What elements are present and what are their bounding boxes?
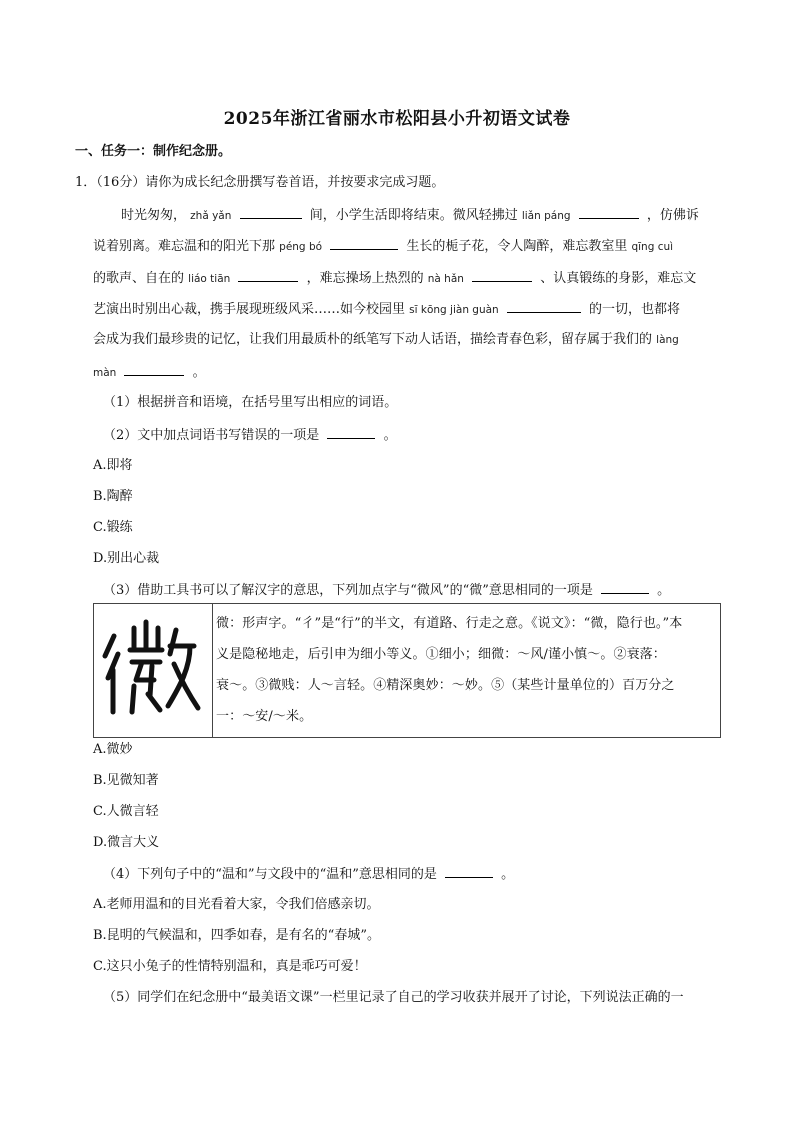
option-d[interactable]: D.别出心裁 bbox=[93, 551, 160, 566]
passage-text: ，难忘操场上热烈的 bbox=[306, 271, 424, 286]
answer-blank[interactable] bbox=[579, 206, 639, 219]
option-c[interactable]: C.这只小兔子的性情特别温和，真是乖巧可爱！ bbox=[93, 959, 367, 974]
option-a[interactable]: A.微妙 bbox=[93, 742, 133, 757]
passage-text: 的一切，也都将 bbox=[589, 302, 681, 317]
option-c[interactable]: C.锻练 bbox=[93, 520, 133, 535]
answer-blank[interactable] bbox=[472, 269, 532, 282]
pinyin-prompt: liǎn páng bbox=[521, 210, 571, 222]
option-b[interactable]: B.昆明的气候温和，四季如春，是有名的“春城”。 bbox=[93, 928, 380, 943]
passage-text: ，仿佛诉 bbox=[646, 208, 699, 223]
answer-blank[interactable] bbox=[327, 426, 375, 439]
passage-text: 。 bbox=[192, 365, 206, 380]
subquestion-2-text: （2）文中加点词语书写错误的一项是 bbox=[103, 428, 320, 443]
subquestion-4-text: （4）下列句子中的“温和”与文段中的“温和”意思相同的是 bbox=[103, 867, 437, 882]
passage-line-6 bbox=[93, 363, 206, 382]
seal-script-wei-icon bbox=[94, 604, 212, 733]
passage-text: 的歌声、自在的 bbox=[93, 271, 185, 286]
definition-line: 一：～安/～米。 bbox=[216, 709, 313, 724]
passage-text: 说着别离。难忘温和的阳光下那 bbox=[93, 239, 276, 254]
answer-blank[interactable] bbox=[445, 865, 493, 878]
passage-line-4 bbox=[93, 300, 680, 319]
pinyin-prompt: làng bbox=[656, 334, 679, 346]
passage-text: 时光匆匆， bbox=[121, 208, 187, 223]
subquestion-1: （1）根据拼音和语境，在括号里写出相应的词语。 bbox=[103, 395, 398, 410]
subquestion-2-end: 。 bbox=[383, 428, 397, 443]
definition-line: 衰～。③微贱：人～言轻。④精深奥妙：～妙。⑤（某些计量单位的）百万分之 bbox=[216, 678, 675, 693]
subquestion-3-end: 。 bbox=[657, 583, 671, 598]
pinyin-prompt: qīng cuì bbox=[631, 241, 674, 253]
question-1-stem: 1．（16分）请你为成长纪念册撰写卷首语，并按要求完成习题。 bbox=[75, 175, 445, 190]
subquestion-2 bbox=[103, 426, 397, 445]
pinyin-prompt: sī kōng jiàn guàn bbox=[409, 304, 499, 316]
pinyin-prompt: péng bó bbox=[279, 241, 323, 253]
option-b[interactable]: B.陶醉 bbox=[93, 489, 133, 504]
subquestion-3-text: （3）借助工具书可以了解汉字的意思，下列加点字与“微风”的“微”意思相同的一项是 bbox=[103, 583, 593, 598]
passage-line-1 bbox=[121, 206, 699, 225]
answer-blank[interactable] bbox=[124, 363, 184, 376]
passage-text: 会成为我们最珍贵的记忆，让我们用最质朴的纸笔写下动人话语，描绘青春色彩，留存属于我们的 bbox=[93, 332, 653, 347]
dictionary-table bbox=[93, 603, 721, 738]
passage-text: 间，小学生活即将结束。微风轻拂过 bbox=[309, 208, 518, 223]
answer-blank[interactable] bbox=[507, 300, 581, 313]
answer-blank[interactable] bbox=[330, 237, 398, 250]
subquestion-5: （5）同学们在纪念册中“最美语文课”一栏里记录了自己的学习收获并展开了讨论，下列说法正确的一 bbox=[103, 990, 684, 1005]
pinyin-prompt: zhǎ yǎn bbox=[190, 210, 232, 222]
passage-line-5 bbox=[93, 331, 679, 349]
definition-cell bbox=[213, 604, 721, 738]
option-d[interactable]: D.微言大义 bbox=[93, 835, 160, 850]
passage-line-2 bbox=[93, 237, 673, 256]
pinyin-prompt: màn bbox=[93, 367, 117, 379]
definition-line: 义是隐秘地走，后引申为细小等义。①细小；细微：～风/谨小慎～。②衰落： bbox=[216, 647, 666, 662]
exam-title: 2025年浙江省丽水市松阳县小升初语文试卷 bbox=[223, 109, 571, 129]
definition-line: 微：形声字。“彳”是“行”的半文，有道路、行走之意。《说文》：“微，隐行也。”本 bbox=[216, 616, 683, 631]
passage-text: 艺演出时别出心裁，携手展现班级风采……如今校园里 bbox=[93, 302, 406, 317]
subquestion-4-end: 。 bbox=[501, 867, 515, 882]
answer-blank[interactable] bbox=[601, 581, 649, 594]
passage-text: 生长的栀子花，令人陶醉，难忘教室里 bbox=[406, 239, 628, 254]
option-a[interactable]: A.老师用温和的目光看着大家，令我们倍感亲切。 bbox=[93, 897, 380, 912]
section-heading: 一、任务一：制作纪念册。 bbox=[75, 144, 232, 159]
option-b[interactable]: B.见微知著 bbox=[93, 773, 159, 788]
option-c[interactable]: C.人微言轻 bbox=[93, 804, 159, 819]
subquestion-4 bbox=[103, 865, 514, 884]
pinyin-prompt: liáo tiān bbox=[188, 273, 231, 285]
passage-text: 、认真锻练的身影，难忘文 bbox=[540, 271, 697, 286]
subquestion-3 bbox=[103, 581, 670, 600]
answer-blank[interactable] bbox=[240, 206, 302, 219]
seal-script-cell bbox=[94, 604, 213, 738]
option-a[interactable]: A.即将 bbox=[93, 458, 133, 473]
pinyin-prompt: nà hǎn bbox=[427, 273, 464, 285]
answer-blank[interactable] bbox=[238, 269, 298, 282]
passage-line-3 bbox=[93, 269, 696, 288]
